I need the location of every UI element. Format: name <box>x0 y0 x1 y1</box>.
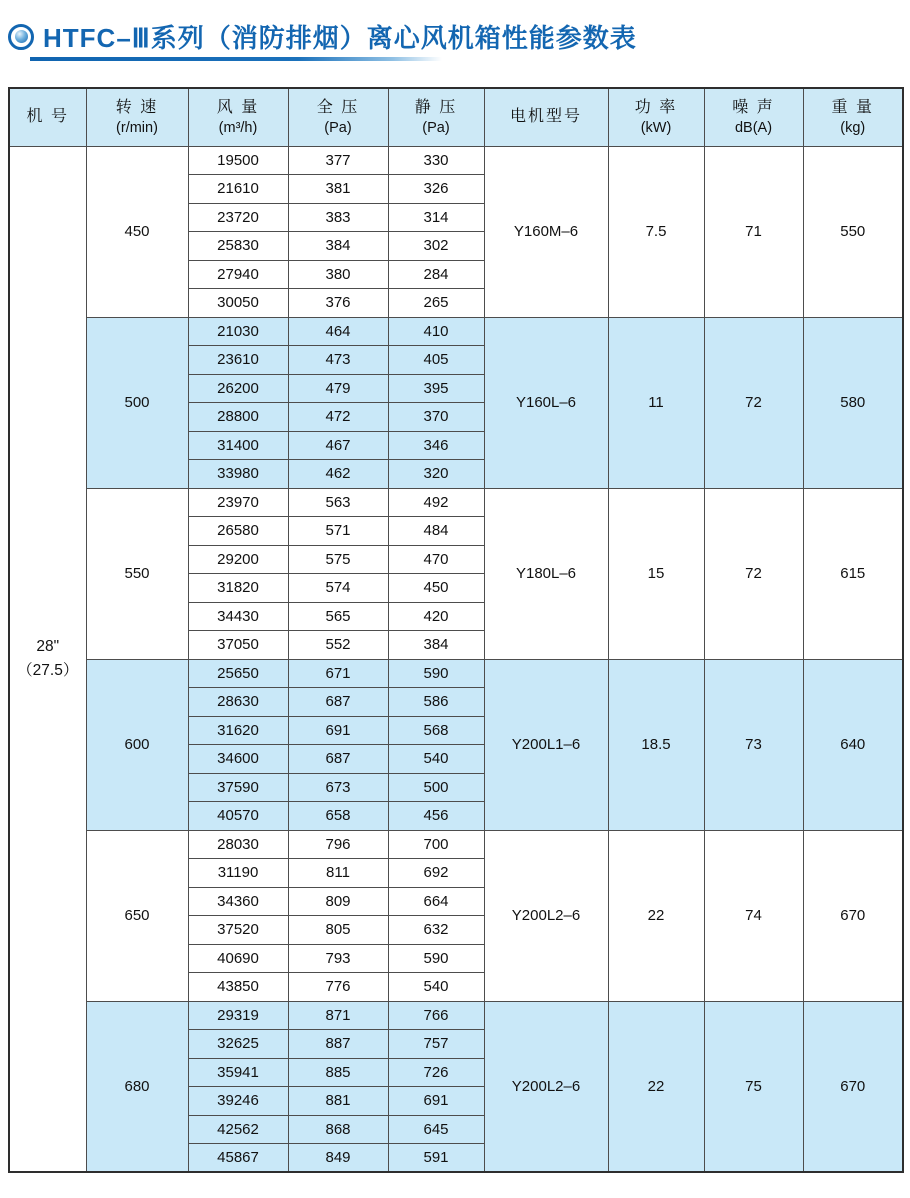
performance-parameter-table <box>8 87 904 1173</box>
noise-cell: 72 <box>704 317 803 488</box>
airflow-cell: 34360 <box>188 887 288 916</box>
col-header-static-pressure: 静 压 (Pa) <box>388 88 484 146</box>
total-pressure-cell: 776 <box>288 973 388 1002</box>
total-pressure-cell: 881 <box>288 1087 388 1116</box>
noise-cell: 74 <box>704 830 803 1001</box>
noise-cell: 72 <box>704 488 803 659</box>
airflow-cell: 37590 <box>188 773 288 802</box>
airflow-cell: 23720 <box>188 203 288 232</box>
noise-cell: 73 <box>704 659 803 830</box>
static-pressure-cell: 590 <box>388 944 484 973</box>
table-row <box>9 659 903 688</box>
power-cell: 7.5 <box>608 146 704 317</box>
total-pressure-cell: 383 <box>288 203 388 232</box>
col-header-machine-no: 机 号 <box>9 88 86 146</box>
static-pressure-cell: 302 <box>388 232 484 261</box>
airflow-cell: 21610 <box>188 175 288 204</box>
machine-number-cell <box>9 146 86 1172</box>
col-header-total-pressure: 全 压 (Pa) <box>288 88 388 146</box>
col-header-weight: 重 量 (kg) <box>803 88 903 146</box>
total-pressure-cell: 574 <box>288 574 388 603</box>
total-pressure-cell: 462 <box>288 460 388 489</box>
motor-model-cell: Y160L–6 <box>484 317 608 488</box>
airflow-cell: 45867 <box>188 1144 288 1173</box>
bullseye-icon <box>8 24 34 50</box>
title-underline-rule <box>30 57 442 61</box>
total-pressure-cell: 376 <box>288 289 388 318</box>
static-pressure-cell: 320 <box>388 460 484 489</box>
table-row <box>9 146 903 175</box>
airflow-cell: 32625 <box>188 1030 288 1059</box>
power-cell: 15 <box>608 488 704 659</box>
airflow-cell: 31190 <box>188 859 288 888</box>
total-pressure-cell: 887 <box>288 1030 388 1059</box>
total-pressure-cell: 809 <box>288 887 388 916</box>
static-pressure-cell: 757 <box>388 1030 484 1059</box>
motor-model-cell: Y200L1–6 <box>484 659 608 830</box>
airflow-cell: 39246 <box>188 1087 288 1116</box>
airflow-cell: 27940 <box>188 260 288 289</box>
static-pressure-cell: 568 <box>388 716 484 745</box>
static-pressure-cell: 632 <box>388 916 484 945</box>
airflow-cell: 37050 <box>188 631 288 660</box>
static-pressure-cell: 591 <box>388 1144 484 1173</box>
static-pressure-cell: 586 <box>388 688 484 717</box>
weight-cell: 670 <box>803 830 903 1001</box>
static-pressure-cell: 484 <box>388 517 484 546</box>
static-pressure-cell: 330 <box>388 146 484 175</box>
static-pressure-cell: 470 <box>388 545 484 574</box>
machine-number-line2: （27.5） <box>17 661 79 679</box>
static-pressure-cell: 384 <box>388 631 484 660</box>
airflow-cell: 23610 <box>188 346 288 375</box>
total-pressure-cell: 849 <box>288 1144 388 1173</box>
total-pressure-cell: 805 <box>288 916 388 945</box>
airflow-cell: 42562 <box>188 1115 288 1144</box>
total-pressure-cell: 687 <box>288 745 388 774</box>
motor-model-cell: Y200L2–6 <box>484 830 608 1001</box>
speed-cell: 600 <box>86 659 188 830</box>
total-pressure-cell: 464 <box>288 317 388 346</box>
airflow-cell: 29319 <box>188 1001 288 1030</box>
weight-cell: 580 <box>803 317 903 488</box>
header-row <box>9 88 903 146</box>
table-body <box>9 146 903 1172</box>
machine-number-line1: 28" <box>36 637 60 655</box>
total-pressure-cell: 380 <box>288 260 388 289</box>
speed-cell: 680 <box>86 1001 188 1172</box>
weight-cell: 550 <box>803 146 903 317</box>
noise-cell: 71 <box>704 146 803 317</box>
airflow-cell: 34600 <box>188 745 288 774</box>
airflow-cell: 33980 <box>188 460 288 489</box>
static-pressure-cell: 766 <box>388 1001 484 1030</box>
airflow-cell: 28800 <box>188 403 288 432</box>
total-pressure-cell: 658 <box>288 802 388 831</box>
airflow-cell: 29200 <box>188 545 288 574</box>
power-cell: 11 <box>608 317 704 488</box>
motor-model-cell: Y180L–6 <box>484 488 608 659</box>
total-pressure-cell: 687 <box>288 688 388 717</box>
airflow-cell: 26580 <box>188 517 288 546</box>
airflow-cell: 28630 <box>188 688 288 717</box>
total-pressure-cell: 479 <box>288 374 388 403</box>
static-pressure-cell: 410 <box>388 317 484 346</box>
page-title: HTFC–Ⅲ系列（消防排烟）离心风机箱性能参数表 <box>43 23 637 53</box>
static-pressure-cell: 265 <box>388 289 484 318</box>
static-pressure-cell: 284 <box>388 260 484 289</box>
airflow-cell: 25650 <box>188 659 288 688</box>
static-pressure-cell: 645 <box>388 1115 484 1144</box>
table-row <box>9 1001 903 1030</box>
static-pressure-cell: 664 <box>388 887 484 916</box>
total-pressure-cell: 871 <box>288 1001 388 1030</box>
airflow-cell: 26200 <box>188 374 288 403</box>
airflow-cell: 31820 <box>188 574 288 603</box>
power-cell: 18.5 <box>608 659 704 830</box>
static-pressure-cell: 450 <box>388 574 484 603</box>
static-pressure-cell: 540 <box>388 745 484 774</box>
total-pressure-cell: 552 <box>288 631 388 660</box>
airflow-cell: 21030 <box>188 317 288 346</box>
col-header-noise: 噪 声 dB(A) <box>704 88 803 146</box>
static-pressure-cell: 326 <box>388 175 484 204</box>
total-pressure-cell: 796 <box>288 830 388 859</box>
weight-cell: 670 <box>803 1001 903 1172</box>
static-pressure-cell: 492 <box>388 488 484 517</box>
airflow-cell: 23970 <box>188 488 288 517</box>
weight-cell: 640 <box>803 659 903 830</box>
static-pressure-cell: 691 <box>388 1087 484 1116</box>
static-pressure-cell: 726 <box>388 1058 484 1087</box>
airflow-cell: 43850 <box>188 973 288 1002</box>
table-row <box>9 488 903 517</box>
total-pressure-cell: 673 <box>288 773 388 802</box>
total-pressure-cell: 691 <box>288 716 388 745</box>
static-pressure-cell: 456 <box>388 802 484 831</box>
speed-cell: 650 <box>86 830 188 1001</box>
motor-model-cell: Y200L2–6 <box>484 1001 608 1172</box>
total-pressure-cell: 381 <box>288 175 388 204</box>
total-pressure-cell: 885 <box>288 1058 388 1087</box>
total-pressure-cell: 811 <box>288 859 388 888</box>
airflow-cell: 30050 <box>188 289 288 318</box>
total-pressure-cell: 868 <box>288 1115 388 1144</box>
weight-cell: 615 <box>803 488 903 659</box>
static-pressure-cell: 395 <box>388 374 484 403</box>
table-row <box>9 317 903 346</box>
speed-cell: 550 <box>86 488 188 659</box>
airflow-cell: 34430 <box>188 602 288 631</box>
static-pressure-cell: 500 <box>388 773 484 802</box>
static-pressure-cell: 590 <box>388 659 484 688</box>
col-header-power: 功 率 (kW) <box>608 88 704 146</box>
table-header <box>9 88 903 146</box>
airflow-cell: 19500 <box>188 146 288 175</box>
airflow-cell: 31620 <box>188 716 288 745</box>
static-pressure-cell: 314 <box>388 203 484 232</box>
airflow-cell: 37520 <box>188 916 288 945</box>
col-header-airflow: 风 量 (m³/h) <box>188 88 288 146</box>
total-pressure-cell: 793 <box>288 944 388 973</box>
static-pressure-cell: 420 <box>388 602 484 631</box>
total-pressure-cell: 473 <box>288 346 388 375</box>
total-pressure-cell: 467 <box>288 431 388 460</box>
airflow-cell: 25830 <box>188 232 288 261</box>
total-pressure-cell: 384 <box>288 232 388 261</box>
static-pressure-cell: 346 <box>388 431 484 460</box>
total-pressure-cell: 563 <box>288 488 388 517</box>
total-pressure-cell: 571 <box>288 517 388 546</box>
static-pressure-cell: 540 <box>388 973 484 1002</box>
speed-cell: 500 <box>86 317 188 488</box>
power-cell: 22 <box>608 830 704 1001</box>
airflow-cell: 28030 <box>188 830 288 859</box>
static-pressure-cell: 692 <box>388 859 484 888</box>
noise-cell: 75 <box>704 1001 803 1172</box>
motor-model-cell: Y160M–6 <box>484 146 608 317</box>
col-header-speed: 转 速 (r/min) <box>86 88 188 146</box>
airflow-cell: 40690 <box>188 944 288 973</box>
airflow-cell: 40570 <box>188 802 288 831</box>
static-pressure-cell: 370 <box>388 403 484 432</box>
title-bar <box>8 18 637 55</box>
total-pressure-cell: 671 <box>288 659 388 688</box>
speed-cell: 450 <box>86 146 188 317</box>
airflow-cell: 35941 <box>188 1058 288 1087</box>
total-pressure-cell: 377 <box>288 146 388 175</box>
airflow-cell: 31400 <box>188 431 288 460</box>
total-pressure-cell: 565 <box>288 602 388 631</box>
power-cell: 22 <box>608 1001 704 1172</box>
total-pressure-cell: 472 <box>288 403 388 432</box>
table-row <box>9 830 903 859</box>
total-pressure-cell: 575 <box>288 545 388 574</box>
bullseye-icon-center <box>15 30 28 43</box>
static-pressure-cell: 405 <box>388 346 484 375</box>
col-header-motor-model: 电机型号 <box>484 88 608 146</box>
static-pressure-cell: 700 <box>388 830 484 859</box>
